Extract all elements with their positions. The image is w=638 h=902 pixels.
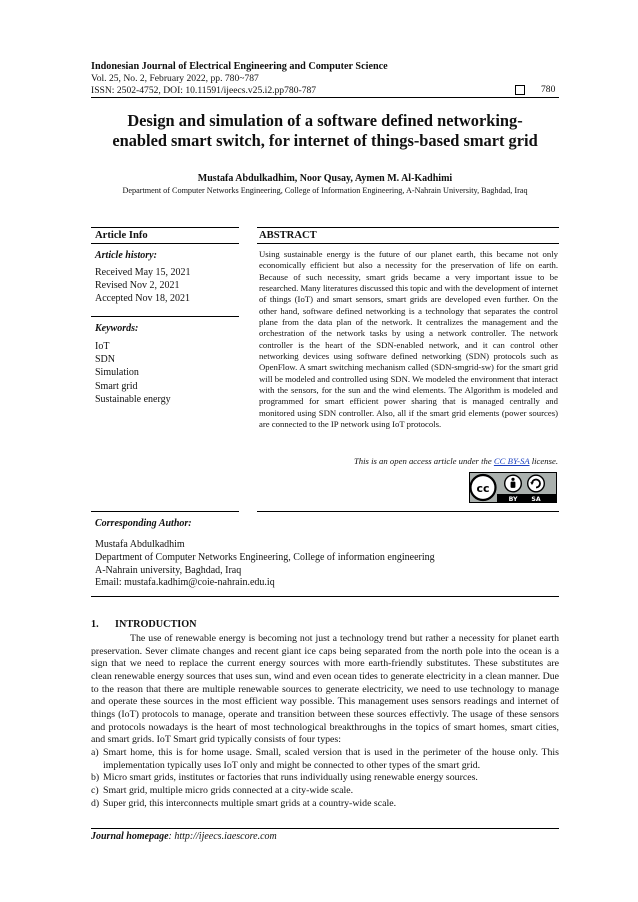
open-access-note: [259, 456, 558, 466]
corresponding-email: Email: mustafa.kadhim@coie-nahrain.edu.iq: [95, 577, 275, 589]
abstract-heading: ABSTRACT: [259, 230, 317, 241]
history-received: Received May 15, 2021: [95, 267, 191, 278]
list-item: [91, 747, 559, 772]
abstract-text: Using sustainable energy is the future of our planet earth, this became not only economically efficient but also a necessity for the preservation of life on earth. Because of such necessity, smart grids became a very important issue to be researched. Many literatures discussed this topic and with the development of internet of things (IoT) and smart sensors, smart grids are developed even further. On the other hand, software defined networking is a technology that separates the control plane from the data plan of the network. It centralizes the management and the orchestration of the network tasks by using a network controller. The network controller is the heart of the SDN-enabled network, and it can control other networking devices using software defined networking (SDN) protocols such as OpenFlow. A smart switching mechanism called (SDN-smgrid-sw) for the smart grid will be modeled and controlled using SDN. We modeled the environment that interact with the sensors, for the sun and the wind elements. The Algorithm is modeled and programmed for smart efficient power sharing that is managed centrally and monitored using SDN controller. Also, all if the smart grid elements (power sources) are connected to the IP network using IoT protocols.: [259, 249, 558, 430]
list-text: Smart grid, multiple micro grids connected at a city-wide scale.: [103, 784, 354, 796]
section-heading-introduction: [91, 619, 197, 630]
page-number: 780: [541, 84, 556, 95]
license-link[interactable]: CC BY-SA: [493, 456, 530, 466]
affiliation: Department of Computer Networks Engineering, College of Information Engineering, A-Nahrain University, Baghdad, Iraq: [122, 186, 528, 195]
corresponding-rule-right: [257, 511, 559, 512]
list-text: Super grid, this interconnects multiple smart grids at a country-wide scale.: [103, 797, 397, 809]
authors: Mustafa Abdulkadhim, Noor Qusay, Aymen M. Al-Kadhimi: [197, 173, 453, 184]
section-title: INTRODUCTION: [115, 619, 197, 630]
badge-by-text: BY: [508, 496, 518, 503]
corresponding-department: Department of Computer Networks Engineering, College of information engineering: [95, 551, 435, 563]
history-label: Article history:: [95, 250, 157, 261]
keyword-item: Smart grid: [95, 380, 138, 392]
homepage-label: Journal homepage: [91, 831, 169, 842]
keyword-item: Sustainable energy: [95, 393, 171, 405]
checkbox-icon: [515, 85, 525, 95]
badge-sa-text: SA: [531, 496, 541, 503]
paper-title: [91, 111, 559, 151]
list-label: d): [91, 797, 100, 809]
article-info-top-rule: [91, 227, 239, 228]
list-label: a): [91, 746, 99, 758]
list-text: Micro smart grids, institutes or factories that runs individually using renewable energy sources.: [103, 772, 478, 784]
footer-rule: [91, 828, 559, 829]
keyword-item: SDN: [95, 354, 116, 366]
corresponding-label: Corresponding Author:: [95, 518, 192, 529]
list-item: [91, 798, 559, 811]
introduction-body: [91, 633, 559, 810]
abstract-heading-rule: [257, 243, 559, 244]
corresponding-rule-left: [91, 511, 239, 512]
list-text: Smart home, this is for home usage. Small, scaled version that is used in the perimeter of the house only. This implementation typically uses IoT only and might be connected to other types of the smart grid.: [103, 746, 559, 771]
keywords-label: Keywords:: [95, 323, 139, 334]
corresponding-details: [95, 539, 435, 590]
corresponding-university: A-Nahrain university, Baghdad, Iraq: [95, 564, 242, 576]
smart-grid-types-list: [91, 747, 559, 810]
journal-name: Indonesian Journal of Electrical Engineering and Computer Science: [91, 61, 388, 72]
keyword-item: IoT: [95, 341, 110, 352]
history-revised: Revised Nov 2, 2021: [95, 280, 180, 292]
header-divider: [91, 97, 559, 98]
keyword-item: Simulation: [95, 367, 139, 379]
volume-line: Vol. 25, No. 2, February 2022, pp. 780~787: [91, 73, 259, 84]
list-item: [91, 772, 559, 785]
article-info-heading: Article Info: [95, 230, 148, 241]
history-list: [95, 266, 191, 306]
open-access-prefix: This is an open access article under the: [353, 456, 494, 466]
cc-by-sa-badge-icon[interactable]: [469, 472, 557, 503]
keywords-rule: [91, 316, 239, 317]
introduction-paragraph: The use of renewable energy is becoming not just a technology trend but rather a necessity for planet earth preservation. Sever climate changes and recent giant ice caps being separated from the north pole into the ocean is a sign that we need to replace the current energy sources with more earth-friendly substitutes. These substitutes are clean renewable energy sources that uses sun, wind and even ocean tides to generate electricity in a clean manner. Due to the reason that there are multiple renewable sources to generate electricity, we need to use technology to manage and operate these sources in the most efficient way possible. This management uses sensors readings and internet of things (IoT) protocols to manage, operate and transition between these sources effectivly. The usage of these sensors and protocols nowadays is the heart of most technological breakthroughs in the topics of smart homes, smart cities, and smart grids. IoT Smart grid typically consists of four types:: [91, 633, 559, 746]
title-line-1: Design and simulation of a software defined networking-: [127, 111, 523, 130]
list-label: b): [91, 772, 100, 784]
history-accepted: Accepted Nov 18, 2021: [95, 293, 190, 305]
homepage-url[interactable]: http://ijeecs.iaescore.com: [174, 831, 277, 842]
open-access-suffix: license.: [529, 456, 558, 466]
svg-text:cc: cc: [476, 482, 490, 495]
list-item: [91, 785, 559, 798]
title-line-2: enabled smart switch, for internet of things-based smart grid: [112, 131, 538, 150]
corresponding-name: Mustafa Abdulkadhim: [95, 539, 185, 550]
list-label: c): [91, 784, 99, 796]
abstract-top-rule: [257, 227, 559, 228]
section-number: 1.: [91, 619, 99, 630]
front-matter-end-rule: [91, 596, 559, 597]
keywords-list: [95, 340, 171, 406]
article-info-heading-rule: [91, 243, 239, 244]
issn-line: ISSN: 2502-4752, DOI: 10.11591/ijeecs.v25.i2.pp780-787: [91, 85, 317, 96]
journal-homepage: Journal homepage: http://ijeecs.iaescore.com: [91, 831, 277, 842]
